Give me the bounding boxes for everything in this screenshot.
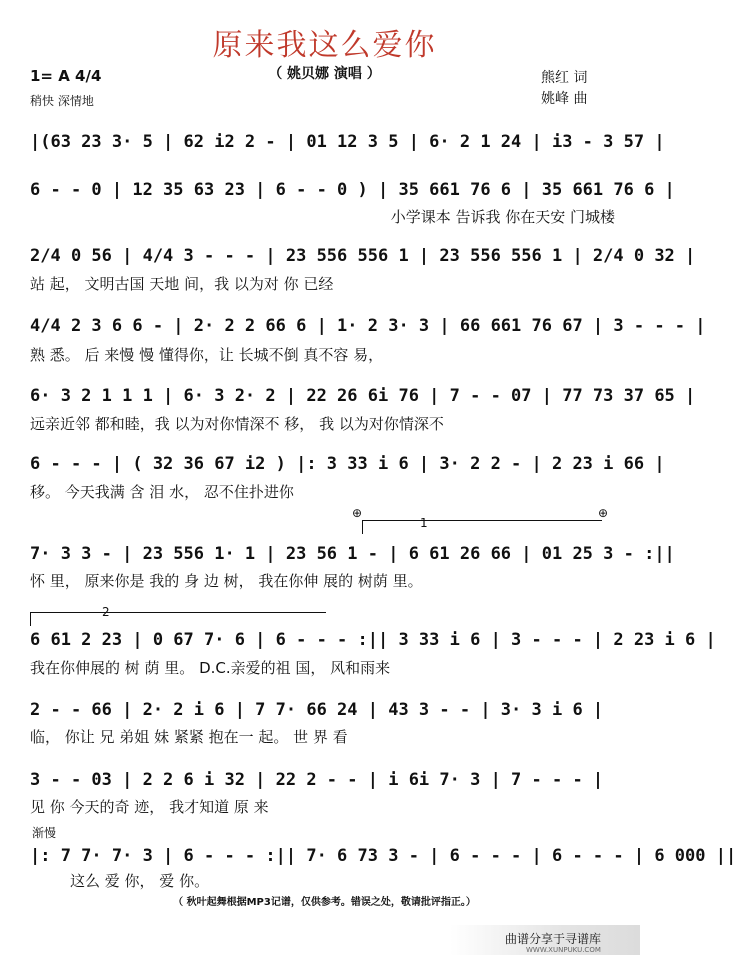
lyric-line-3: 站 起， 文明古国 天地 间，我 以为对 你 已经 (30, 275, 334, 293)
song-title: 原来我这么爱你 (212, 28, 437, 63)
tempo-marking: 稍快 深情地 (30, 94, 94, 108)
singer-line: （ 姚贝娜 演唱 ） (268, 66, 381, 82)
lyricist-credit: 熊红 词 (541, 70, 588, 86)
lyric-line-8: 我在你伸展的 树 荫 里。 D.C.亲爱的祖 国， 风和雨来 (30, 659, 391, 677)
segno-icon: ⊕ (598, 506, 609, 520)
lyric-line-5: 远亲近邻 都和睦，我 以为对你情深不 移， 我 以为对你情深不 (30, 415, 444, 433)
notation-line-1: |(63 23 3· 5 | 62 i2 2 - | 01 12 3 5 | 6· 2 1 24 | i3 - 3 57 | (30, 132, 665, 152)
ritardando-marking: 渐慢 (32, 826, 57, 840)
notation-line-11: |: 7 7· 7· 3 | 6 - - - :|| 7· 6 73 3 - | 6 - - - | 6 - - - | 6 000 || (30, 846, 736, 866)
volta-number-2: 2 (102, 605, 110, 619)
key-signature: 1= A 4/4 (30, 67, 102, 85)
volta-bracket-1-edge (362, 520, 363, 534)
lyric-line-9: 临， 你让 兄 弟姐 妹 紧紧 抱在一 起。 世 界 看 (30, 728, 348, 746)
lyric-line-4: 熟 悉。 后 来慢 慢 懂得你，让 长城不倒 真不容 易， (30, 346, 384, 364)
transcription-note: （ 秋叶起舞根据MP3记谱，仅供参考。错误之处，敬请批评指正。） (173, 897, 476, 908)
composer-credit: 姚峰 曲 (541, 91, 588, 107)
notation-line-3: 2/4 0 56 | 4/4 3 - - - | 23 556 556 1 | 23 556 556 1 | 2/4 0 32 | (30, 246, 696, 266)
notation-line-5: 6· 3 2 1 1 1 | 6· 3 2· 2 | 22 26 6i 76 | 7 - - 07 | 77 73 37 65 | (30, 386, 696, 406)
notation-line-2: 6 - - 0 | 12 35 63 23 | 6 - - 0 ) | 35 661 76 6 | 35 661 76 6 | (30, 180, 675, 200)
volta-bracket-1 (362, 520, 602, 521)
watermark-text: 曲谱分享于寻谱库 (505, 932, 602, 946)
volta-bracket-2 (30, 612, 326, 613)
segno-icon: ⊕ (352, 506, 363, 520)
volta-bracket-2-edge (30, 612, 31, 626)
lyric-line-7: 怀 里， 原来你是 我的 身 边 树， 我在你伸 展的 树荫 里。 (30, 572, 423, 590)
volta-number-1: 1 (420, 516, 428, 530)
notation-line-8: 6 61 2 23 | 0 67 7· 6 | 6 - - - :|| 3 33 i 6 | 3 - - - | 2 23 i 6 | (30, 630, 716, 650)
lyric-line-6: 移。 今天我满 含 泪 水， 忍不住扑进你 (30, 483, 294, 501)
lyric-line-10: 见 你 今天的奇 迹， 我才知道 原 来 (30, 798, 269, 816)
lyric-line-11: 这么 爱 你， 爱 你。 (70, 872, 210, 890)
notation-line-10: 3 - - 03 | 2 2 6 i 32 | 22 2 - - | i 6i 7· 3 | 7 - - - | (30, 770, 604, 790)
notation-line-7: 7· 3 3 - | 23 556 1· 1 | 23 56 1 - | 6 61 26 66 | 01 25 3 - :|| (30, 544, 675, 564)
notation-line-4: 4/4 2 3 6 6 - | 2· 2 2 66 6 | 1· 2 3· 3 | 66 661 76 67 | 3 - - - | (30, 316, 706, 336)
watermark-url: WWW.XUNPUKU.COM (526, 946, 601, 954)
notation-line-6: 6 - - - | ( 32 36 67 i2 ) |: 3 33 i 6 | 3· 2 2 - | 2 23 i 66 | (30, 454, 665, 474)
notation-line-9: 2 - - 66 | 2· 2 i 6 | 7 7· 66 24 | 43 3 - - | 3· 3 i 6 | (30, 700, 604, 720)
lyric-line-2: 小学课本 告诉我 你在天安 门城楼 (390, 208, 615, 226)
